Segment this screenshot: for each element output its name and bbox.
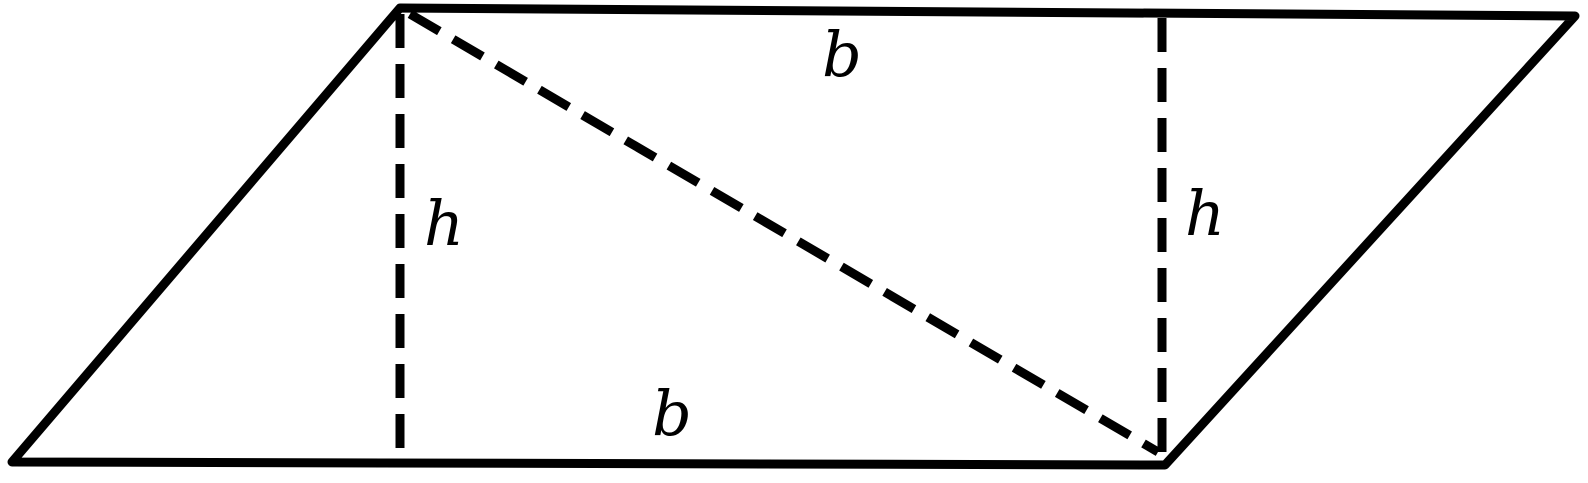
diagonal-dashed-line <box>410 14 1158 452</box>
parallelogram-outline <box>12 8 1575 465</box>
bottom-base-label: b <box>652 377 692 450</box>
left-height-label: h <box>424 187 464 260</box>
top-base-label: b <box>822 18 862 91</box>
right-height-label: h <box>1185 177 1225 250</box>
